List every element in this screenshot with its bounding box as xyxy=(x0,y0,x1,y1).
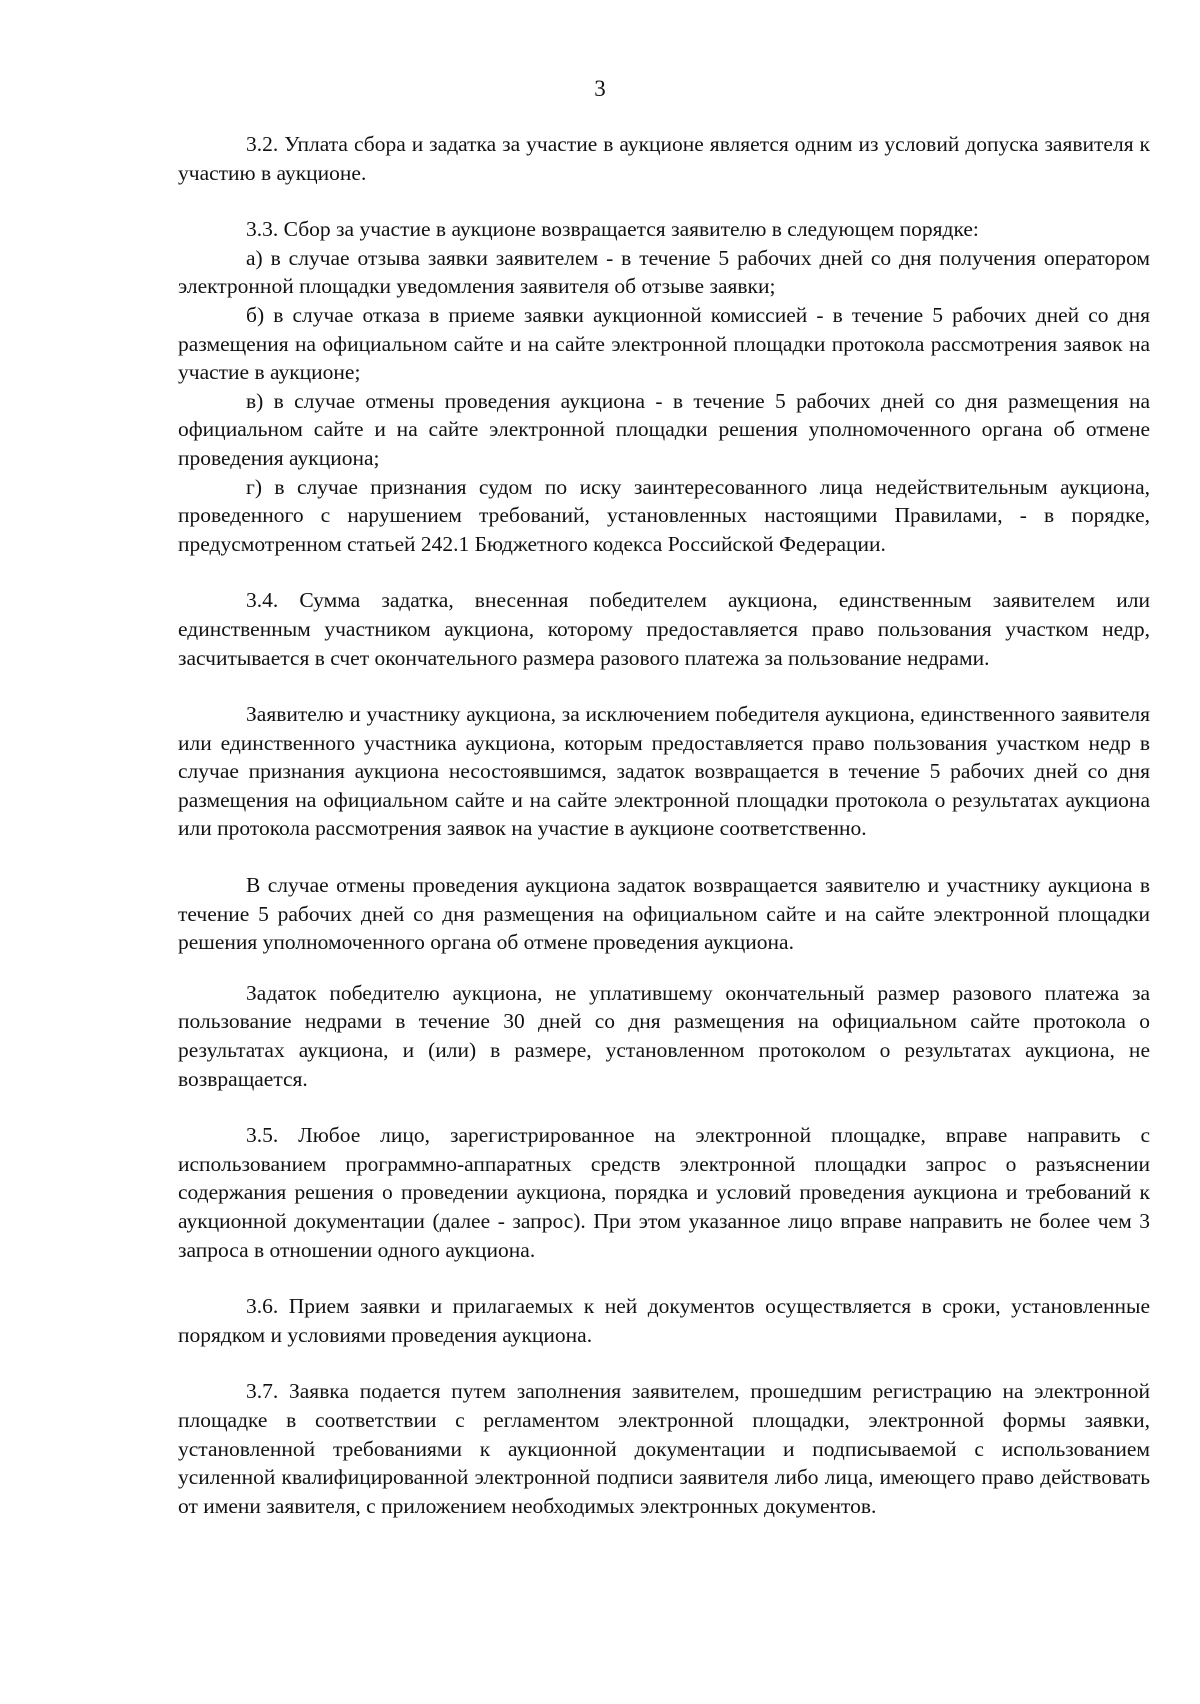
paragraph-3-4: 3.4. Сумма задатка, внесенная победителем аукциона, единственным заявителем или единственным участником аукциона, которому предоставляется право пользования участком недр, засчитывается в счет окончательного размера разового платежа за пользование недрами. xyxy=(178,588,1150,670)
list-item-b: б) в случае отказа в приеме заявки аукционной комиссией - в течение 5 рабочих дней со дня размещения на официальном сайте и на сайте электронной площадки протокола рассмотрения заявок на участие в аукционе; xyxy=(178,302,1150,385)
list-item-v: в) в случае отмены проведения аукциона - в течение 5 рабочих дней со дня размещения на официальном сайте и на сайте электронной площадки решения уполномоченного органа об отмене проведения аукциона; xyxy=(178,388,1150,470)
paragraph-cancellation-deposit: В случае отмены проведения аукциона задаток возвращается заявителю и участнику аукциона в течение 5 рабочих дней со дня размещения на официальном сайте и на сайте электронной площадки решения уполномоченного органа об отмене проведения аукциона. xyxy=(178,873,1150,955)
document-body xyxy=(178,130,1150,1520)
list-item-a: а) в случае отзыва заявки заявителем - в течение 5 рабочих дней со дня получения оператором электронной площадки уведомления заявителя об отзыве заявки; xyxy=(178,245,1150,299)
paragraph-3-5: 3.5. Любое лицо, зарегистрированное на электронной площадке, вправе направить с использованием программно-аппаратных средств электронной площадки запрос о разъяснении содержания решения о проведении аукциона, порядка и условий проведения аукциона и требований к аукционной документации (далее - запрос). При этом указанное лицо вправе направить не более чем 3 запроса в отношении одного аукциона. xyxy=(178,1123,1150,1262)
paragraph-3-3: 3.3. Сбор за участие в аукционе возвращается заявителю в следующем порядке: xyxy=(246,217,979,242)
paragraph-3-7: 3.7. Заявка подается путем заполнения заявителем, прошедшим регистрацию на электронной площадке в соответствии с регламентом электронной площадки, электронной формы заявки, установленной требованиями к аукционной документации и подписываемой с использованием усиленной квалифицированной электронной подписи заявителя либо лица, имеющего право действовать от имени заявителя, с приложением необходимых электронных документов. xyxy=(178,1379,1150,1518)
page-number: 3 xyxy=(594,76,606,101)
paragraph-3-6: 3.6. Прием заявки и прилагаемых к ней документов осуществляется в сроки, установленные порядком и условиями проведения аукциона. xyxy=(178,1294,1150,1347)
list-item-g: г) в случае признания судом по иску заинтересованного лица недействительным аукциона, проведенного с нарушением требований, установленных настоящими Правилами, - в порядке, предусмотренном статьей 242.1 Бюджетного кодекса Российской Федерации. xyxy=(178,474,1150,556)
paragraph-deposit-return: Заявителю и участнику аукциона, за исключением победителя аукциона, единственного заявителя или единственного участника аукциона, которым предоставляется право пользования участком недр в случае признания аукциона несостоявшимся, задаток возвращается в течение 5 рабочих дней со дня размещения на официальном сайте и на сайте электронной площадки протокола о результатах аукциона или протокола рассмотрения заявок на участие в аукционе соответственно. xyxy=(178,702,1150,841)
paragraph-deposit-not-returned: Задаток победителю аукциона, не уплатившему окончательный размер разового платежа за пользование недрами в течение 30 дней со дня размещения на официальном сайте протокола о результатах аукциона, и (или) в размере, установленном протоколом о результатах аукциона, не возвращается. xyxy=(178,980,1150,1091)
paragraph-3-2: 3.2. Уплата сбора и задатка за участие в аукционе является одним из условий допуска заявителя к участию в аукционе. xyxy=(178,132,1150,185)
